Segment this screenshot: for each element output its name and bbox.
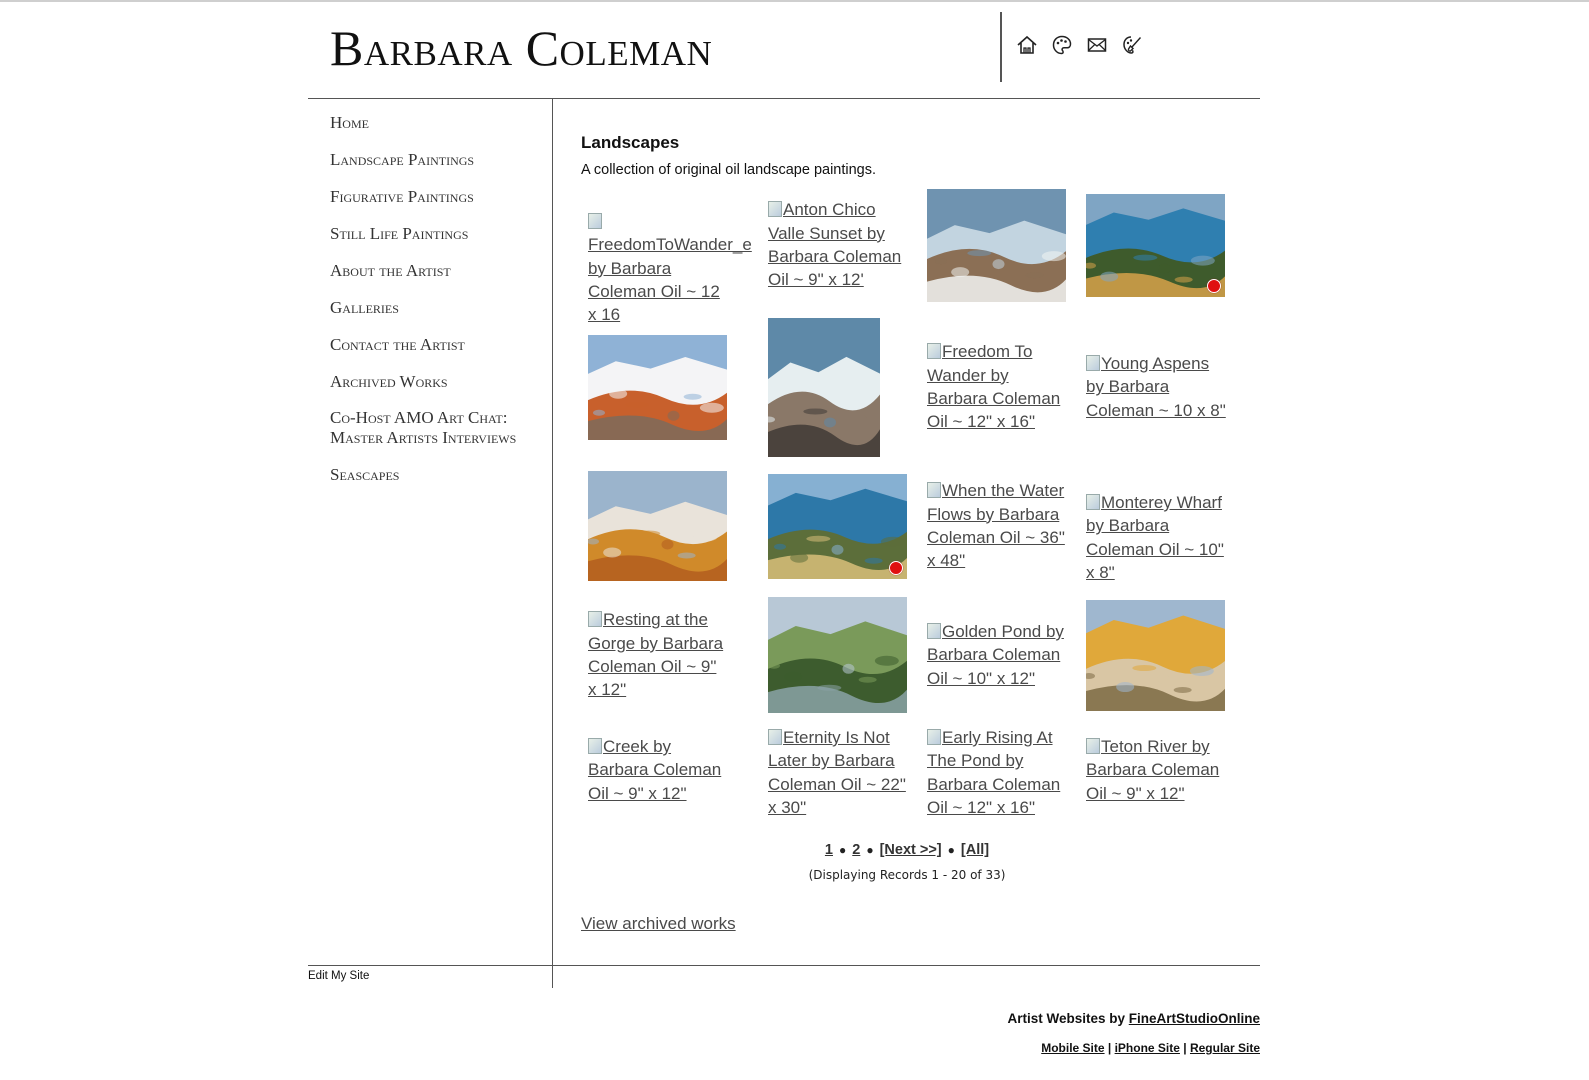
iphone-site-link[interactable]: iPhone Site — [1114, 1041, 1180, 1055]
painting-thumbnail[interactable] — [768, 318, 880, 457]
page-description: A collection of original oil landscape paintings. — [581, 162, 877, 178]
painting-alt-text: Early Rising At The Pond by Barbara Coleman Oil ~ 12" x 16" — [927, 728, 1061, 817]
painting-image — [768, 474, 907, 579]
gallery-item — [768, 474, 907, 579]
sold-indicator-dot — [1207, 279, 1221, 293]
nav-item-about-the-artist[interactable]: About the Artist — [330, 261, 451, 280]
painting-alt-text: Resting at the Gorge by Barbara Coleman Oil ~ 9" x 12" — [588, 610, 724, 700]
gallery-item — [927, 189, 1066, 302]
gallery-item — [1086, 735, 1226, 805]
sidebar-divider — [552, 98, 553, 988]
edit-my-site-link[interactable]: Edit My Site — [308, 970, 370, 982]
footer-rule — [308, 965, 1260, 966]
gallery-item — [1086, 352, 1226, 422]
painting-link[interactable] — [1086, 352, 1226, 422]
painting-alt-text: Eternity Is Not Later by Barbara Coleman Oil ~ 22" x 30" — [768, 728, 906, 817]
page-link-2[interactable]: 2 — [852, 842, 861, 858]
painting-link[interactable] — [927, 340, 1067, 433]
footer-credit — [1007, 1011, 1260, 1026]
sold-indicator-dot — [889, 561, 903, 575]
pager-separator: ● — [839, 843, 847, 857]
header-icon-bar — [1016, 34, 1143, 56]
painting-image — [768, 318, 880, 457]
gallery-item — [927, 620, 1067, 690]
painting-link[interactable] — [588, 735, 728, 805]
regular-site-link[interactable]: Regular Site — [1189, 1041, 1260, 1055]
nav-item-still-life-paintings[interactable]: Still Life Paintings — [330, 224, 469, 243]
gallery-item — [1086, 491, 1226, 584]
painting-thumbnail[interactable] — [927, 189, 1066, 302]
painting-image — [768, 597, 907, 713]
broken-image-icon — [588, 213, 602, 229]
gallery-item — [768, 318, 880, 457]
nav-item-figurative-paintings[interactable]: Figurative Paintings — [330, 187, 474, 206]
link-separator: | — [1104, 1041, 1115, 1055]
painting-alt-text: Golden Pond by Barbara Coleman Oil ~ 10" x 12" — [927, 622, 1064, 688]
painting-image — [588, 335, 727, 440]
gallery-item — [1086, 600, 1225, 711]
view-archived-works-link[interactable]: View archived works — [581, 914, 736, 933]
page-title: Landscapes — [581, 133, 680, 152]
broken-image-icon — [588, 738, 602, 754]
painting-thumbnail[interactable] — [1086, 194, 1225, 297]
painting-link[interactable] — [927, 479, 1067, 572]
painting-alt-text: Anton Chico Valle Sunset by Barbara Coleman Oil ~ 9" x 12' — [768, 200, 902, 290]
gallery-item — [927, 726, 1067, 819]
palette-icon[interactable] — [1051, 34, 1073, 56]
painting-thumbnail[interactable] — [1086, 600, 1225, 711]
nav-item-home[interactable]: Home — [330, 113, 369, 132]
site-version-links — [1041, 1041, 1260, 1055]
painting-alt-text: Freedom To Wander by Barbara Coleman Oil ~ 12" x 16" — [927, 342, 1061, 432]
header-divider — [1000, 12, 1002, 82]
top-border — [0, 0, 1589, 2]
brush-icon[interactable] — [1121, 34, 1143, 56]
fineartstudioonline-link[interactable]: FineArtStudioOnline — [1128, 1011, 1260, 1026]
nav-item-galleries[interactable]: Galleries — [330, 298, 399, 317]
header-rule — [308, 98, 1260, 99]
painting-link[interactable] — [1086, 735, 1226, 805]
broken-image-icon — [1086, 738, 1100, 754]
home-icon[interactable] — [1016, 34, 1038, 56]
gallery-item — [588, 735, 728, 805]
credit-text: Artist Websites by — [1007, 1011, 1129, 1026]
painting-image — [1086, 194, 1225, 297]
painting-thumbnail[interactable] — [588, 335, 727, 440]
painting-alt-text: FreedomToWander_e by Barbara Coleman Oil ~ 12 x 16 — [588, 235, 752, 325]
painting-thumbnail[interactable] — [768, 474, 907, 579]
painting-thumbnail[interactable] — [768, 597, 907, 713]
pager-separator: ● — [947, 843, 955, 857]
painting-link[interactable] — [1086, 491, 1226, 584]
painting-thumbnail[interactable] — [588, 471, 727, 581]
gallery-item — [588, 608, 728, 701]
painting-link[interactable] — [768, 726, 908, 819]
mobile-site-link[interactable]: Mobile Site — [1041, 1041, 1105, 1055]
gallery-item — [588, 335, 727, 440]
gallery-item — [588, 471, 727, 581]
link-separator: | — [1179, 1041, 1190, 1055]
painting-image — [1086, 600, 1225, 711]
gallery-item — [927, 479, 1067, 572]
next-page-link[interactable]: [Next >>] — [879, 842, 942, 858]
painting-alt-text: Monterey Wharf by Barbara Coleman Oil ~ 10" x 8" — [1086, 493, 1224, 582]
painting-alt-text: Creek by Barbara Coleman Oil ~ 9" x 12" — [588, 737, 722, 803]
broken-image-icon — [1086, 494, 1100, 510]
mail-icon[interactable] — [1086, 34, 1108, 56]
broken-image-icon — [927, 343, 941, 359]
nav-item-archived-works[interactable]: Archived Works — [330, 372, 448, 391]
all-pages-link[interactable]: [All] — [960, 842, 990, 858]
gallery-item — [768, 726, 908, 819]
gallery-item — [1086, 194, 1225, 297]
broken-image-icon — [1086, 355, 1100, 371]
broken-image-icon — [768, 729, 782, 745]
broken-image-icon — [588, 611, 602, 627]
pager-separator: ● — [866, 843, 874, 857]
broken-image-icon — [927, 482, 941, 498]
gallery-item — [588, 210, 752, 326]
painting-image — [588, 471, 727, 581]
gallery-item — [768, 597, 907, 713]
painting-alt-text: When the Water Flows by Barbara Coleman Oil ~ 36" x 48" — [927, 481, 1065, 571]
painting-image — [927, 189, 1066, 302]
painting-alt-text: Young Aspens by Barbara Coleman ~ 10 x 8" — [1086, 354, 1226, 420]
nav-item-seascapes[interactable]: Seascapes — [330, 465, 400, 484]
painting-link[interactable] — [588, 608, 728, 701]
broken-image-icon — [927, 623, 941, 639]
nav-item-landscape-paintings[interactable]: Landscape Paintings — [330, 150, 475, 169]
broken-image-icon — [927, 729, 941, 745]
nav-item-contact-the-artist[interactable]: Contact the Artist — [330, 335, 465, 354]
sidebar-nav — [330, 112, 552, 501]
nav-item-amo-art-chat[interactable]: Co-Host AMO Art Chat: Master Artists Interviews — [330, 408, 517, 447]
gallery-item — [768, 198, 908, 291]
pagination — [588, 842, 1226, 858]
painting-alt-text: Teton River by Barbara Coleman Oil ~ 9" x 12" — [1086, 737, 1220, 803]
painting-link[interactable] — [927, 726, 1067, 819]
gallery-item — [927, 340, 1067, 433]
painting-link[interactable] — [768, 198, 908, 291]
broken-image-icon — [768, 201, 782, 217]
page-link-1[interactable]: 1 — [824, 842, 833, 858]
records-count: (Displaying Records 1 - 20 of 33) — [808, 868, 1006, 882]
painting-link[interactable] — [588, 210, 752, 326]
painting-link[interactable] — [927, 620, 1067, 690]
site-title[interactable]: Barbara Coleman — [330, 20, 713, 76]
